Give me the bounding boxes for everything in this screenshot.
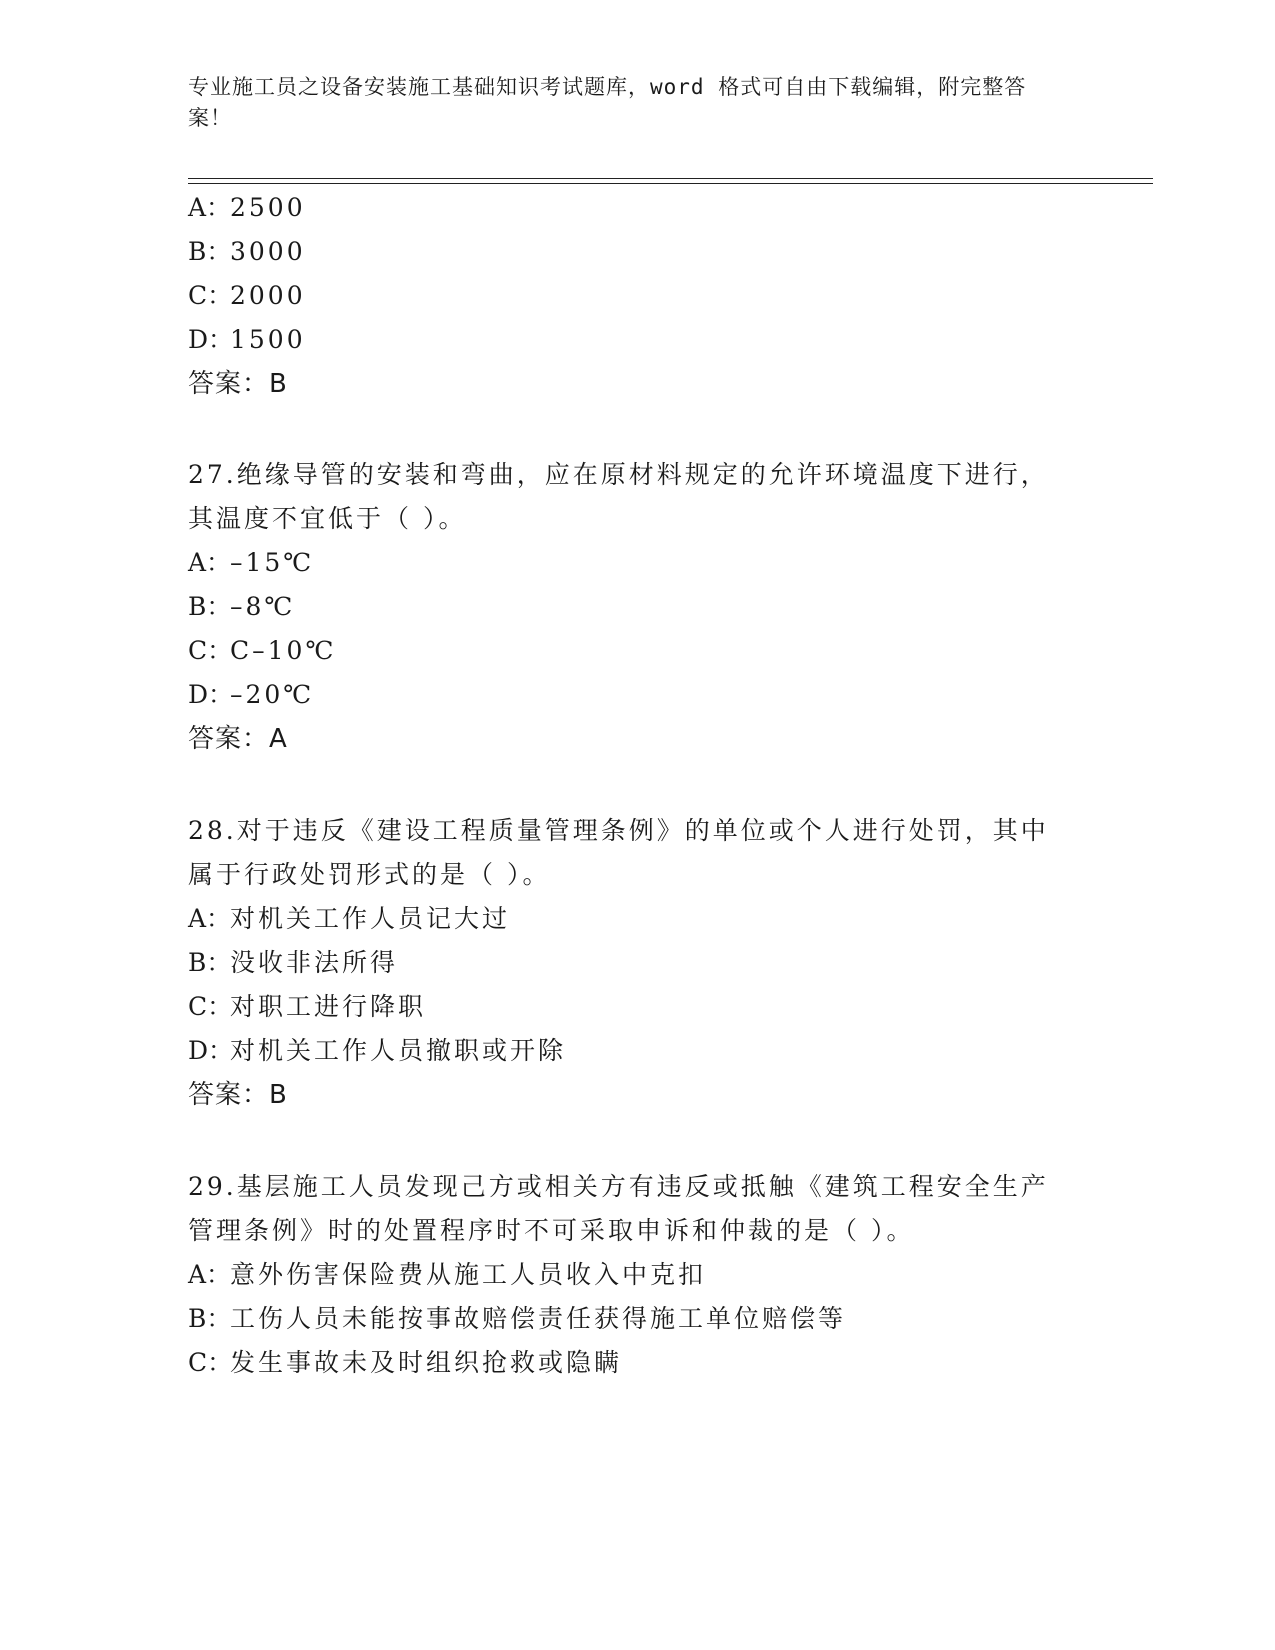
- option-d: D：–20℃: [188, 680, 315, 709]
- option-b: B：3000: [188, 237, 306, 266]
- option-c: C：C–10℃: [188, 636, 337, 665]
- answer: 答案：B: [188, 369, 288, 399]
- option-b: B：没收非法所得: [188, 948, 399, 977]
- question-28-text-cont: 属于行政处罚形式的是（ ）。: [188, 860, 551, 889]
- answer: 答案：B: [188, 1080, 288, 1110]
- header-divider-second: [188, 183, 1153, 184]
- option-a: A：对机关工作人员记大过: [188, 904, 511, 933]
- question-29-text: 29.基层施工人员发现己方或相关方有违反或抵触《建筑工程安全生产: [188, 1172, 1049, 1201]
- question-29-text-cont: 管理条例》时的处置程序时不可采取申诉和仲裁的是（ ）。: [188, 1216, 915, 1245]
- option-a: A：–15℃: [188, 548, 315, 577]
- option-a: A：意外伤害保险费从施工人员收入中克扣: [188, 1260, 707, 1289]
- option-d: D：对机关工作人员撤职或开除: [188, 1036, 567, 1065]
- question-28-text: 28.对于违反《建设工程质量管理条例》的单位或个人进行处罚，其中: [188, 816, 1049, 845]
- option-a: A：2500: [188, 193, 306, 222]
- option-c: C：发生事故未及时组织抢救或隐瞒: [188, 1348, 623, 1377]
- answer: 答案：A: [188, 724, 288, 754]
- option-d: D：1500: [188, 325, 306, 354]
- document-header: 专业施工员之设备安装施工基础知识考试题库，word 格式可自由下载编辑，附完整答案！: [188, 75, 1027, 130]
- question-27-text-cont: 其温度不宜低于（ ）。: [188, 504, 467, 533]
- option-c: C：对职工进行降职: [188, 992, 427, 1021]
- option-b: B：–8℃: [188, 592, 296, 621]
- question-27-text: 27.绝缘导管的安装和弯曲，应在原材料规定的允许环境温度下进行，: [188, 460, 1049, 489]
- header-divider: [188, 178, 1153, 179]
- option-c: C：2000: [188, 281, 306, 310]
- option-b: B：工伤人员未能按事故赔偿责任获得施工单位赔偿等: [188, 1304, 847, 1333]
